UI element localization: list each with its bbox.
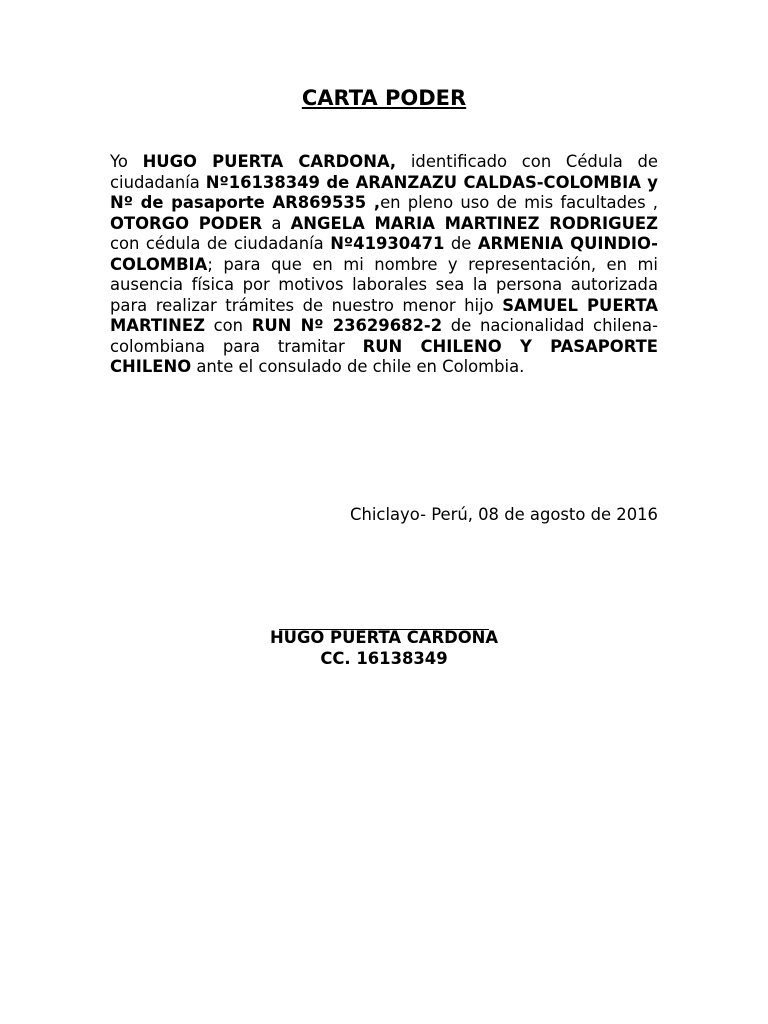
place-and-date: Chiclayo- Perú, 08 de agosto de 2016 bbox=[350, 505, 658, 524]
body-bold-run: OTORGO PODER bbox=[110, 213, 263, 233]
body-bold-run: Nº41930471 bbox=[330, 234, 445, 253]
body-paragraph bbox=[110, 152, 658, 378]
body-bold-run: HUGO PUERTA CARDONA, bbox=[142, 152, 397, 171]
body-text-run: con bbox=[204, 316, 252, 335]
body-text-run: en pleno uso de mis facultades , bbox=[380, 193, 659, 212]
document-title: CARTA PODER bbox=[301, 86, 467, 110]
body-bold-run: RUN Nº 23629682-2 bbox=[251, 316, 443, 335]
signature-block bbox=[0, 626, 768, 669]
body-text-run: con cédula de ciudadanía bbox=[110, 234, 331, 253]
body-text-run: identificado con Cédula de ciudadanía bbox=[110, 152, 658, 192]
body-text-run: de bbox=[444, 234, 478, 253]
body-text-run: de nacionalidad chilena-colombiana para tramitar bbox=[110, 316, 658, 356]
body-bold-run: RUN CHILENO Y PASAPORTE CHILENO bbox=[110, 336, 658, 376]
body-bold-run: ANGELA MARIA MARTINEZ RODRIGUEZ bbox=[290, 213, 658, 233]
body-text-run: ; para que en mi nombre y representación, en mi ausencia física por motivos laborales sea la persona autorizada para realizar trámites de nuestro menor hijo bbox=[110, 254, 658, 315]
body-text-run: ante el consulado de chile en Colombia. bbox=[191, 357, 525, 376]
body-bold-run: Nº16138349 de ARANZAZU CALDAS-COLOMBIA y Nº de pasaporte AR869535 , bbox=[110, 172, 658, 212]
body-bold-run: ARMENIA QUINDIO- COLOMBIA bbox=[110, 234, 658, 274]
body-text-run: a bbox=[262, 213, 291, 233]
body-bold-run: SAMUEL PUERTA MARTINEZ bbox=[110, 295, 658, 335]
signature-line bbox=[279, 629, 489, 630]
body-text-run: Yo bbox=[110, 152, 143, 171]
signer-id: CC. 16138349 bbox=[320, 649, 448, 668]
signer-name: HUGO PUERTA CARDONA bbox=[269, 628, 499, 647]
